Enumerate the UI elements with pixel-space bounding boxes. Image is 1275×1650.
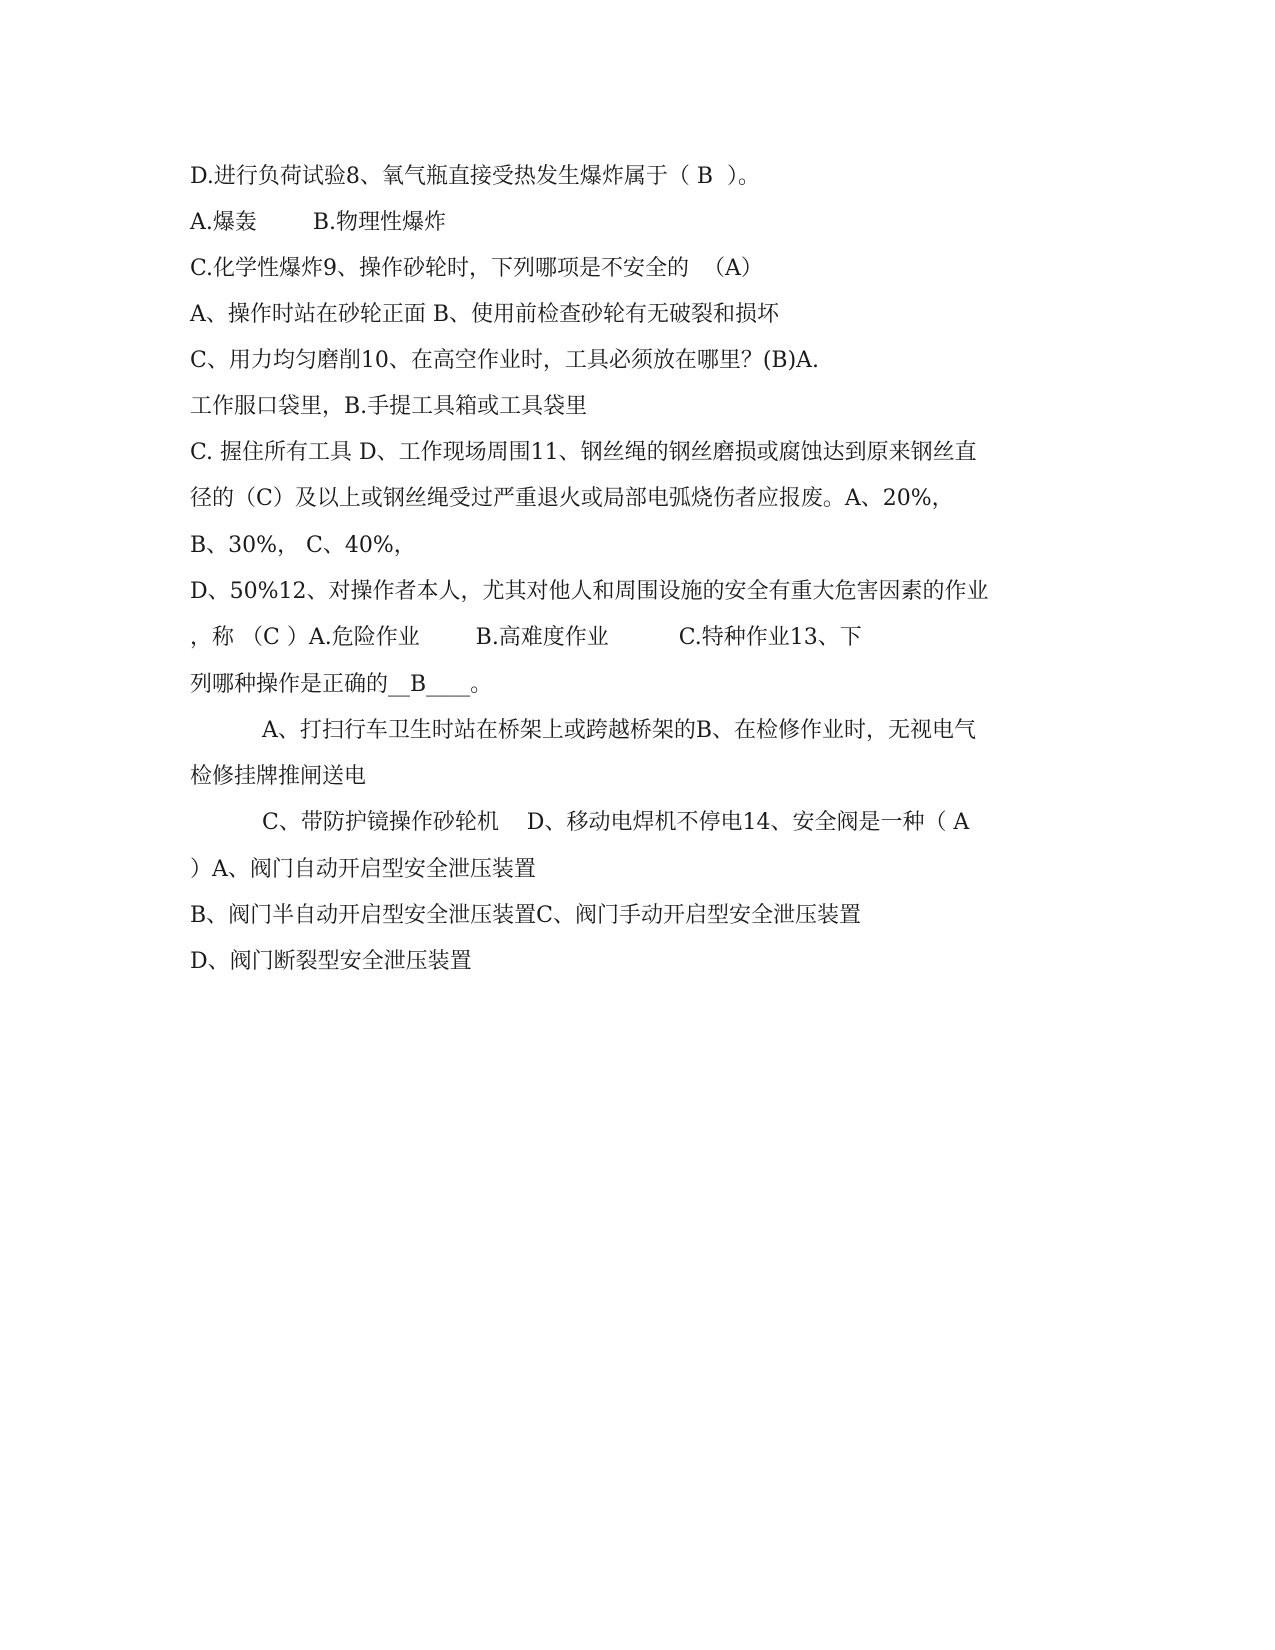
text-line: C. 握住所有工具 D、工作现场周围11、钢丝绳的钢丝磨损或腐蚀达到原来钢丝直: [190, 440, 977, 465]
text-line: D.进行负荷试验8、氧气瓶直接受热发生爆炸属于（ B ）。: [190, 164, 760, 189]
text-line: B、30%， C、40%，: [190, 533, 416, 558]
text-line: 工作服口袋里，B.手提工具箱或工具袋里: [190, 394, 588, 419]
text-line: 列哪种操作是正确的__B____。: [190, 672, 493, 697]
text-line: D、50%12、对操作者本人，尤其对他人和周围设施的安全有重大危害因素的作业: [190, 579, 989, 604]
text-line: A.爆轰 B.物理性爆炸: [190, 210, 446, 235]
text-line: B、阀门半自动开启型安全泄压装置C、阀门手动开启型安全泄压装置: [190, 903, 862, 928]
text-line: A、打扫行车卫生时站在桥架上或跨越桥架的B、在检修作业时，无视电气: [262, 718, 977, 743]
text-line: C、用力均匀磨削10、在高空作业时，工具必须放在哪里？(B)A.: [190, 348, 820, 373]
text-line: C.化学性爆炸9、操作砂轮时，下列哪项是不安全的 （A）: [190, 256, 763, 281]
text-line: D、阀门断裂型安全泄压装置: [190, 949, 472, 974]
text-line: 径的（C）及以上或钢丝绳受过严重退火或局部电弧烧伤者应报废。A、20%，: [190, 486, 954, 511]
text-line: A、操作时站在砂轮正面 B、使用前检查砂轮有无破裂和损坏: [190, 302, 780, 327]
text-line: ）A、阀门自动开启型安全泄压装置: [190, 857, 536, 882]
text-line: C、带防护镜操作砂轮机 D、移动电焊机不停电14、安全阀是一种（ A: [262, 810, 970, 835]
text-line: ，称 （C ）A.危险作业 B.高难度作业 C.特种作业13、下: [190, 625, 862, 650]
text-line: 检修挂牌推闸送电: [190, 764, 367, 789]
